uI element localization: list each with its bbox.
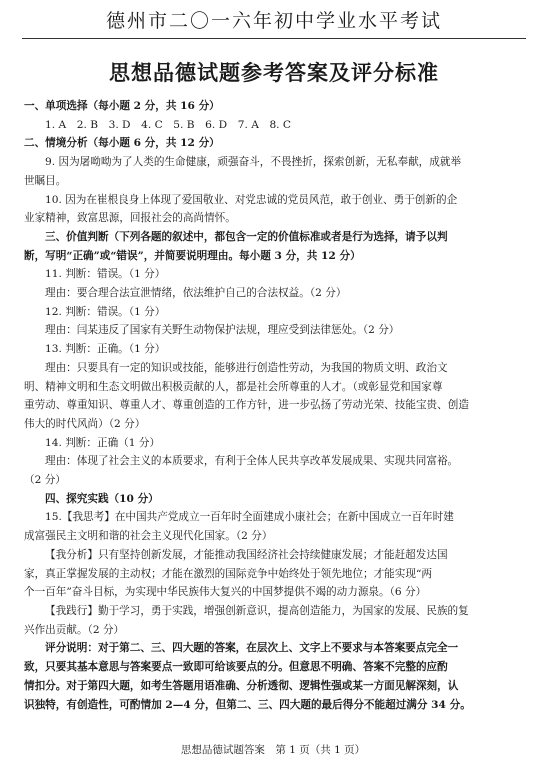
answer-line: 伟大的时代风尚）（2 分） [24, 417, 146, 430]
answer-line: 兴作出贡献。（2 分） [24, 623, 125, 636]
section-heading: 一、单项选择（每小题 2 分，共 16 分） [24, 100, 220, 112]
document-title: 思想品德试题参考答案及评分标准 [109, 60, 439, 85]
answer-line: 理由：体现了社会主义的本质要求，有利于全体人民共享改革发展成果、实现共同富裕。 [45, 455, 459, 468]
answer-line: 个一百年”奋斗目标，为实现中华民族伟大复兴的中国梦提供不竭的动力源泉。（6 分） [24, 586, 427, 599]
answer-line: 成富强民主文明和谐的社会主义现代化国家。（2 分） [24, 530, 273, 543]
page-footer: 思想品德试题答案 第 1 页（共 1 页） [180, 744, 366, 756]
answer-line: 10. 因为在崔根良身上体现了爱国敬业、对党忠诚的党员风范，敢于创业、勇于创新的企 [45, 193, 458, 206]
answer-line: 业家精神，致富思源，回报社会的高尚情怀。 [24, 212, 236, 225]
answer-line: 15.【我思考】在中国共产党成立一百年时全面建成小康社会；在新中国成立一百年时建 [45, 511, 454, 524]
scoring-note: 识独特，有创造性，可酌情加 2—4 分，但第二、三、四大题的最后得分不能超过满分 34 分。 [24, 698, 471, 711]
answer-line: 13. 判断：正确。（1 分） [45, 343, 166, 356]
scoring-note: 致，只要其基本意思与答案要点一致即可给该要点的分。但意思不明确、答案不完整的应酌 [24, 661, 448, 674]
scoring-note: 评分说明：对于第二、三、四大题的答案，在层次上、文字上不要求与本答案要点完全一 [45, 642, 459, 655]
answer-line: 家，真正掌握发展的主动权；才能在激烈的国际竞争中始终处于领先地位；才能实现“两 [24, 567, 432, 580]
answer-line: （2 分） [24, 474, 66, 487]
answer-line: 【我分析】只有坚持创新发展，才能推动我国经济社会持续健康发展；才能赶超发达国 [45, 548, 448, 561]
scoring-note: 情扣分。对于第四大题，如考生答题用语准确、分析透彻、逻辑性强或某一方面见解深刻，认 [24, 679, 459, 692]
section-heading: 断，写明“正确”或“错误”，并简要说明理由。每小题 3 分，共 12 分） [24, 249, 361, 262]
answer-line: 明、精神文明和生态文明做出积极贡献的人，都是社会所尊重的人才。（或彰显党和国家尊 [24, 380, 443, 393]
answer-line: 理由：要合理合法宣泄情绪，依法维护自己的合法权益。（2 分） [45, 287, 347, 300]
section-heading: 四、探究实践（10 分） [45, 492, 159, 505]
answer-line: 11. 判断：错误。（1 分） [45, 268, 166, 281]
answer-line: 9. 因为屠呦呦为了人类的生命健康，顽强奋斗，不畏挫折，探索创新，无私奉献，成就举 [45, 156, 462, 169]
answer-line: 理由：只要具有一定的知识或技能，能够进行创造性劳动，为我国的物质文明、政治文 [45, 361, 448, 374]
answer-body [24, 97, 524, 714]
section-heading: 三、价值判断（下列各题的叙述中，都包含一定的价值标准或者是行为选择，请予以判 [45, 230, 448, 243]
section-heading: 二、情境分析（每小题 6 分，共 12 分） [24, 137, 220, 150]
answer-line: 12. 判断：错误。（1 分） [45, 305, 166, 318]
answer-line: 重劳动、尊重知识、尊重人才、尊重创造的工作方针，进一步弘扬了劳动光荣、技能宝贵、创造 [24, 399, 469, 412]
answer-line: 1. A 2. B 3. D 4. C 5. B 6. D 7. A 8. C [45, 118, 292, 131]
answer-line: 理由：闫某违反了国家有关野生动物保护法规，理应受到法律惩处。（2 分） [45, 324, 400, 337]
answer-line: 14. 判断：正确（1 分） [45, 436, 161, 449]
answer-line: 世瞩目。 [24, 174, 67, 187]
exam-header: 德州市二〇一六年初中学业水平考试 [22, 6, 526, 39]
answer-line: 【我践行】勤于学习，勇于实践，增强创新意识，提高创造能力，为国家的发展、民族的复 [45, 604, 469, 617]
